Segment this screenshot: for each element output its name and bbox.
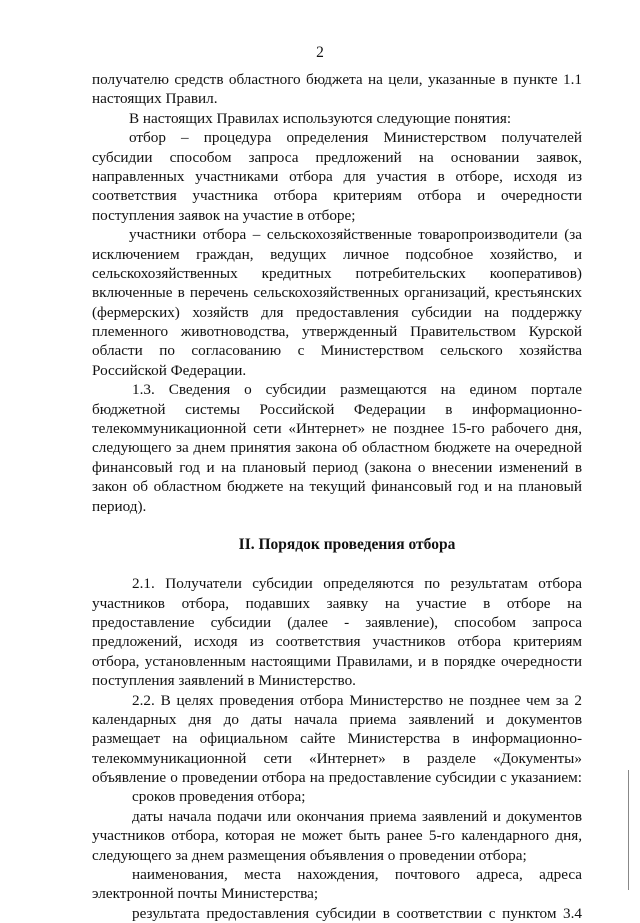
text-line: участники отбора – сельскохозяйственные товаропроизводители (за [129, 226, 582, 244]
text-line: включенные в перечень сельскохозяйственных организаций, крестьянских [92, 284, 582, 302]
text-line: настоящих Правил. [92, 90, 218, 108]
section-heading: II. Порядок проведения отбора [238, 536, 456, 554]
text-line: субсидии способом запроса предложений на основании заявок, [92, 148, 582, 166]
page-number: 2 [316, 44, 324, 61]
text-line: предложений, исходя из соответствия участников отбора критериям [92, 633, 582, 651]
text-line: электронной почты Министерства; [92, 885, 319, 903]
text-line: наименования, места нахождения, почтового адреса, адреса [132, 866, 582, 884]
text-line: Российской Федерации. [92, 361, 247, 379]
text-line: области по согласованию с Министерством сельского хозяйства [92, 342, 582, 360]
text-line: исключением граждан, ведущих личное подсобное хозяйство, и [92, 245, 582, 263]
text-line: получателю средств областного бюджета на цели, указанные в пункте 1.1 [92, 71, 582, 88]
text-line: 1.3. Сведения о субсидии размещаются на едином портале [132, 381, 582, 399]
text-line: направленных участниками отбора для участия в отборе, исходя из [92, 167, 582, 185]
text-line: закон об областном бюджете на текущий финансовый год и на плановый [92, 478, 582, 496]
text-line: телекоммуникационной сети «Интернет» в разделе «Документы» [92, 749, 582, 767]
blank-line [92, 516, 582, 535]
text-line: календарных дня до даты начала приема заявлений и документов [92, 710, 582, 728]
text-line: сельскохозяйственных кредитных потребительских кооперативов) [92, 264, 582, 282]
text-line: результата предоставления субсидии в соответствии с пунктом 3.4 [132, 904, 582, 922]
text-line: поступления заявлений в Министерство. [92, 672, 356, 690]
text-line: 2.2. В целях проведения отбора Министерство не позднее чем за 2 [132, 691, 582, 709]
text-line: следующего за днем размещения объявления о проведении отбора; [92, 846, 527, 864]
text-line: отбора, установленным настоящими Правилами, и в порядке очередности [92, 652, 582, 670]
text-line: сроков проведения отбора; [132, 788, 306, 806]
text-line: следующего за днем принятия закона об областном бюджете на очередной [92, 439, 582, 457]
text-line: отбор – процедура определения Министерством получателей [129, 129, 582, 147]
text-line: участников отбора, подавших заявку на участие в отборе на [92, 594, 582, 612]
text-line: 2.1. Получатели субсидии определяются по результатам отбора [132, 575, 582, 593]
text-line: В настоящих Правилах используются следующие понятия: [129, 109, 512, 127]
text-line: размещает на официальном сайте Министерства в информационно- [92, 730, 582, 748]
text-line: бюджетной системы Российской Федерации в информационно- [92, 400, 582, 418]
document-body [92, 70, 582, 923]
text-line: период). [92, 497, 147, 515]
blank-line [92, 555, 582, 574]
text-line: соответствия участника отбора критериям отбора и очередности [92, 187, 582, 205]
text-line: даты начала подачи или окончания приема заявлений и документов [132, 807, 582, 825]
text-line: племенного животноводства, утвержденный Правительством Курской [92, 323, 582, 341]
text-line: предоставление субсидии (далее - заявление), способом запроса [92, 613, 582, 631]
text-line: участников отбора, которая не может быть ранее 5-го календарного дня, [92, 827, 582, 845]
text-line: поступления заявок на участие в отборе; [92, 206, 356, 224]
text-line: объявление о проведении отбора на предоставление субсидии с указанием: [92, 769, 582, 787]
text-line: телекоммуникационной сети «Интернет» не позднее 15-го рабочего дня, [92, 420, 582, 438]
text-line: (фермерских) хозяйств для предоставления субсидии на поддержку [92, 303, 582, 321]
scan-edge-mark [628, 770, 629, 890]
text-line: финансовый год и на плановый период (закона о внесении изменений в [92, 458, 582, 476]
